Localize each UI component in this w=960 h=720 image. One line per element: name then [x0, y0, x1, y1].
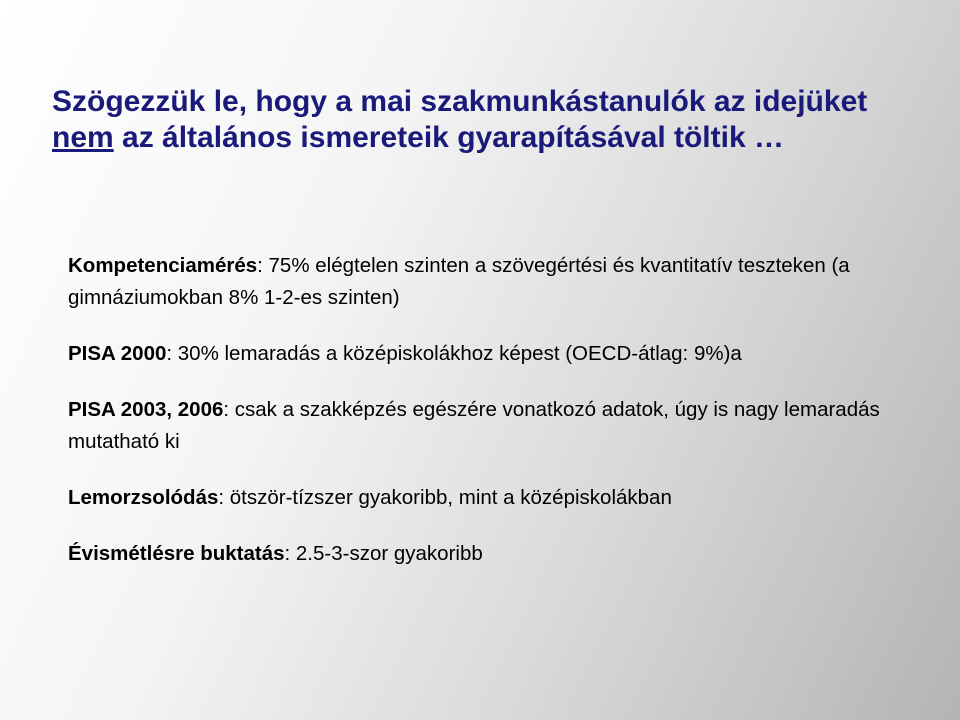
- paragraph-pisa-2000: [68, 338, 928, 370]
- paragraph-pisa-2003-2006: [68, 394, 928, 458]
- title-underlined-word: nem: [52, 121, 114, 154]
- slide-body: [68, 250, 928, 594]
- paragraph-label: Lemorzsolódás: [68, 486, 219, 509]
- paragraph-label: PISA 2000: [68, 342, 167, 365]
- paragraph-label: PISA 2003, 2006: [68, 398, 224, 421]
- paragraph-text: : 2.5-3-szor gyakoribb: [284, 542, 483, 565]
- paragraph-evismetles: [68, 538, 928, 570]
- paragraph-kompetenciameres: [68, 250, 928, 314]
- title-line1: Szögezzük le, hogy a mai szakmunkástanulók az idejüket: [52, 85, 868, 118]
- slide-title: [52, 84, 932, 156]
- paragraph-lemorzsolodas: [68, 482, 928, 514]
- paragraph-text: : csak a szakképzés egészére vonatkozó adatok, úgy is nagy lemaradás mutatható ki: [68, 398, 880, 453]
- paragraph-text: : 30% lemaradás a középiskolákhoz képest (OECD-átlag: 9%)a: [166, 342, 742, 365]
- title-line2: az általános ismereteik gyarapításával töltik …: [113, 121, 784, 154]
- paragraph-text: : 75% elégtelen szinten a szövegértési és kvantitatív teszteken (a gimnáziumokban 8% 1-2-es szinten): [68, 254, 850, 309]
- paragraph-label: Évismétlésre buktatás: [68, 542, 285, 565]
- paragraph-text: : ötször-tízszer gyakoribb, mint a középiskolákban: [218, 486, 672, 509]
- paragraph-label: Kompetenciamérés: [68, 254, 258, 277]
